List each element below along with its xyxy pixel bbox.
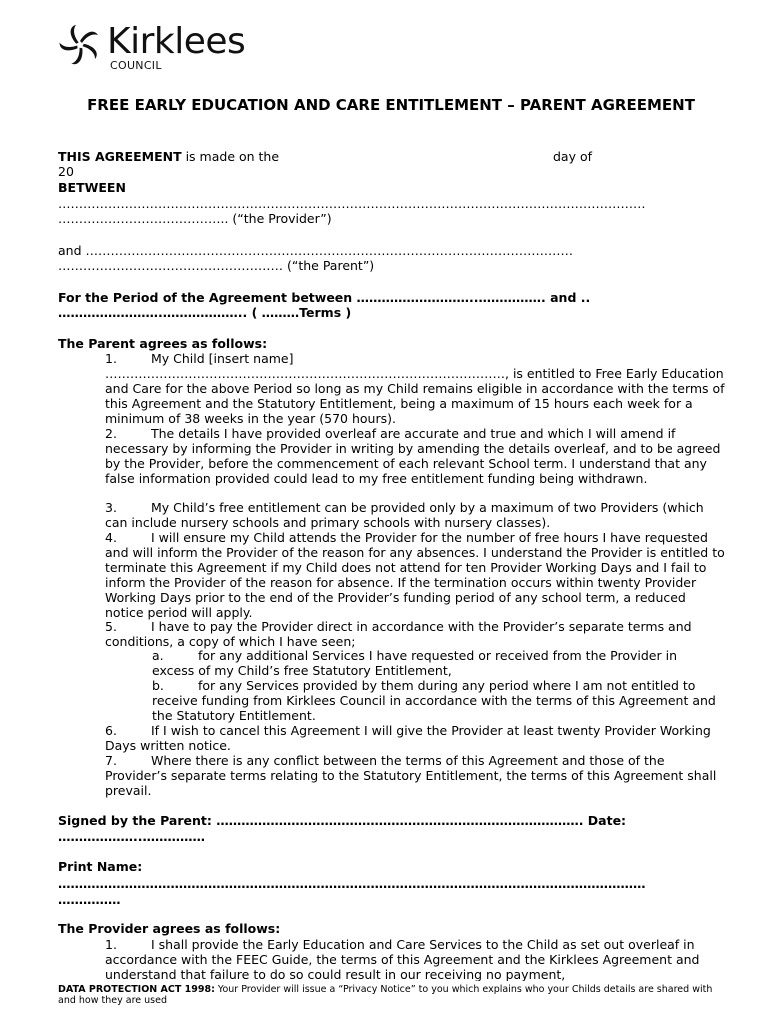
- item-letter: a.: [152, 648, 164, 663]
- item-text: I shall provide the Early Education and Care Services to the Child as set out overleaf in accordance with the FEEC Guide, the terms of this Agreement and the Kirklees Agreement and understand that failure to do so could result in our receiving no payment,: [105, 937, 700, 981]
- print-name-label: Print Name:: [58, 859, 143, 874]
- item-text: My Child’s free entitlement can be provided only by a maximum of two Providers (which can include nursery schools and primary schools with nursery classes).: [105, 500, 704, 530]
- item-number: 2.: [105, 426, 117, 441]
- agreement-label: THIS AGREEMENT: [58, 149, 182, 164]
- provider-line: ………………………………….. (“the Provider”): [58, 211, 332, 226]
- item-number: 7.: [105, 753, 117, 768]
- parent-item-3: [105, 500, 725, 530]
- footer-label: DATA PROTECTION ACT 1998:: [58, 984, 215, 995]
- item-number: 3.: [105, 500, 117, 515]
- parent-item-5b: [152, 678, 722, 723]
- item-text: I have to pay the Provider direct in accordance with the Provider’s separate terms and conditions, a copy of which I have seen;: [105, 619, 692, 649]
- item-number: 6.: [105, 723, 117, 738]
- item-text: I will ensure my Child attends the Provider for the number of free hours I have requested and will inform the Provider of the reason for any absences. I understand the Provider is entitled to terminate this Agreement if my Child does not attend for ten Provider Working Days and I fail to inform the Provider of the reason for absence. If the termination occurs within twenty Provider Working Days prior to the end of the Provider’s funding period of any school term, a reduced notice period will apply.: [105, 530, 725, 620]
- item-text: Where there is any conflict between the terms of this Agreement and those of the Provider’s separate terms relating to the Statutory Entitlement, the terms of this Agreement shall prevail.: [105, 753, 717, 798]
- item-text: The details I have provided overleaf are accurate and true and which I will amend if necessary by informing the Provider in writing by amending the details overleaf, and to be agreed by the Provider, before the commencement of each relevant School term. I understand that any false information provided could lead to my free entitlement funding being withdrawn.: [105, 426, 721, 486]
- parent-name-line: and ………………………………………………………………………………………………………: [58, 243, 573, 258]
- parent-item-5a: [152, 648, 722, 678]
- period-line-1: For the Period of the Agreement between ………………………..……………. and ..: [58, 290, 591, 305]
- logo-wordmark: Kirklees: [107, 21, 246, 62]
- parent-item-5: [105, 619, 725, 649]
- kirklees-swirl-icon: [57, 22, 103, 68]
- period-line-2: …………………….……………….. ( ………Terms ): [58, 305, 352, 320]
- between-label: BETWEEN: [58, 180, 126, 195]
- provider-name-dots: ……………………………………………………………………………………………………………………………: [58, 196, 646, 211]
- parent-signature-line: Signed by the Parent: ……………………………………………………………………………. Date:: [58, 813, 627, 828]
- item-text: for any additional Services I have requested or received from the Provider in excess of my Child’s free Statutory Entitlement,: [152, 648, 677, 678]
- item-text: If I wish to cancel this Agreement I will give the Provider at least twenty Provider Working Days written notice.: [105, 723, 711, 753]
- date-dots: ………………..……………: [58, 829, 205, 844]
- year-label: 20: [58, 164, 74, 179]
- kirklees-logo: [57, 22, 257, 74]
- logo-subtitle: COUNCIL: [110, 59, 162, 72]
- data-protection-footer: [58, 984, 728, 1006]
- parent-item-6: [105, 723, 725, 753]
- parent-item-1-body: ……………………………………………………………………………………, is entitled to Free Early Education and Care for the above Period so long as my Child remains eligible in accordance with the terms of this Agreement and the Statutory Entitlement, being a maximum of 15 hours each week for a minimum of 38 weeks in the year (570 hours).: [105, 366, 725, 426]
- agreement-text: is made on the: [181, 149, 280, 164]
- item-number: 1.: [105, 937, 117, 952]
- parent-item-2: [105, 426, 725, 486]
- parent-line: ……………………………………………… (“the Parent”): [58, 258, 375, 273]
- item-number: 5.: [105, 619, 117, 634]
- print-name-dots: ……………………………………………………………………………………………………………………………: [58, 876, 646, 891]
- parent-agrees-heading: The Parent agrees as follows:: [58, 336, 268, 351]
- agreement-date-line: [58, 149, 726, 164]
- footer-text: Your Provider will issue a “Privacy Notice” to you which explains who your Childs details are shared with and how they are used: [58, 984, 713, 1006]
- item-heading: My Child [insert name]: [151, 351, 294, 366]
- item-number: 1.: [105, 351, 117, 366]
- print-name-dots-2: ……………: [58, 892, 121, 907]
- item-text: for any Services provided by them during any period where I am not entitled to receive funding from Kirklees Council in accordance with the terms of this Agreement and the Statutory Entitlement.: [152, 678, 716, 723]
- provider-item-1: [105, 937, 725, 981]
- parent-item-1: [105, 351, 725, 366]
- item-letter: b.: [152, 678, 164, 693]
- parent-item-7: [105, 753, 725, 798]
- document-title: FREE EARLY EDUCATION AND CARE ENTITLEMENT – PARENT AGREEMENT: [87, 96, 695, 114]
- provider-agrees-heading: The Provider agrees as follows:: [58, 921, 281, 936]
- item-number: 4.: [105, 530, 117, 545]
- parent-item-4: [105, 530, 725, 620]
- day-of-label: day of: [553, 149, 593, 164]
